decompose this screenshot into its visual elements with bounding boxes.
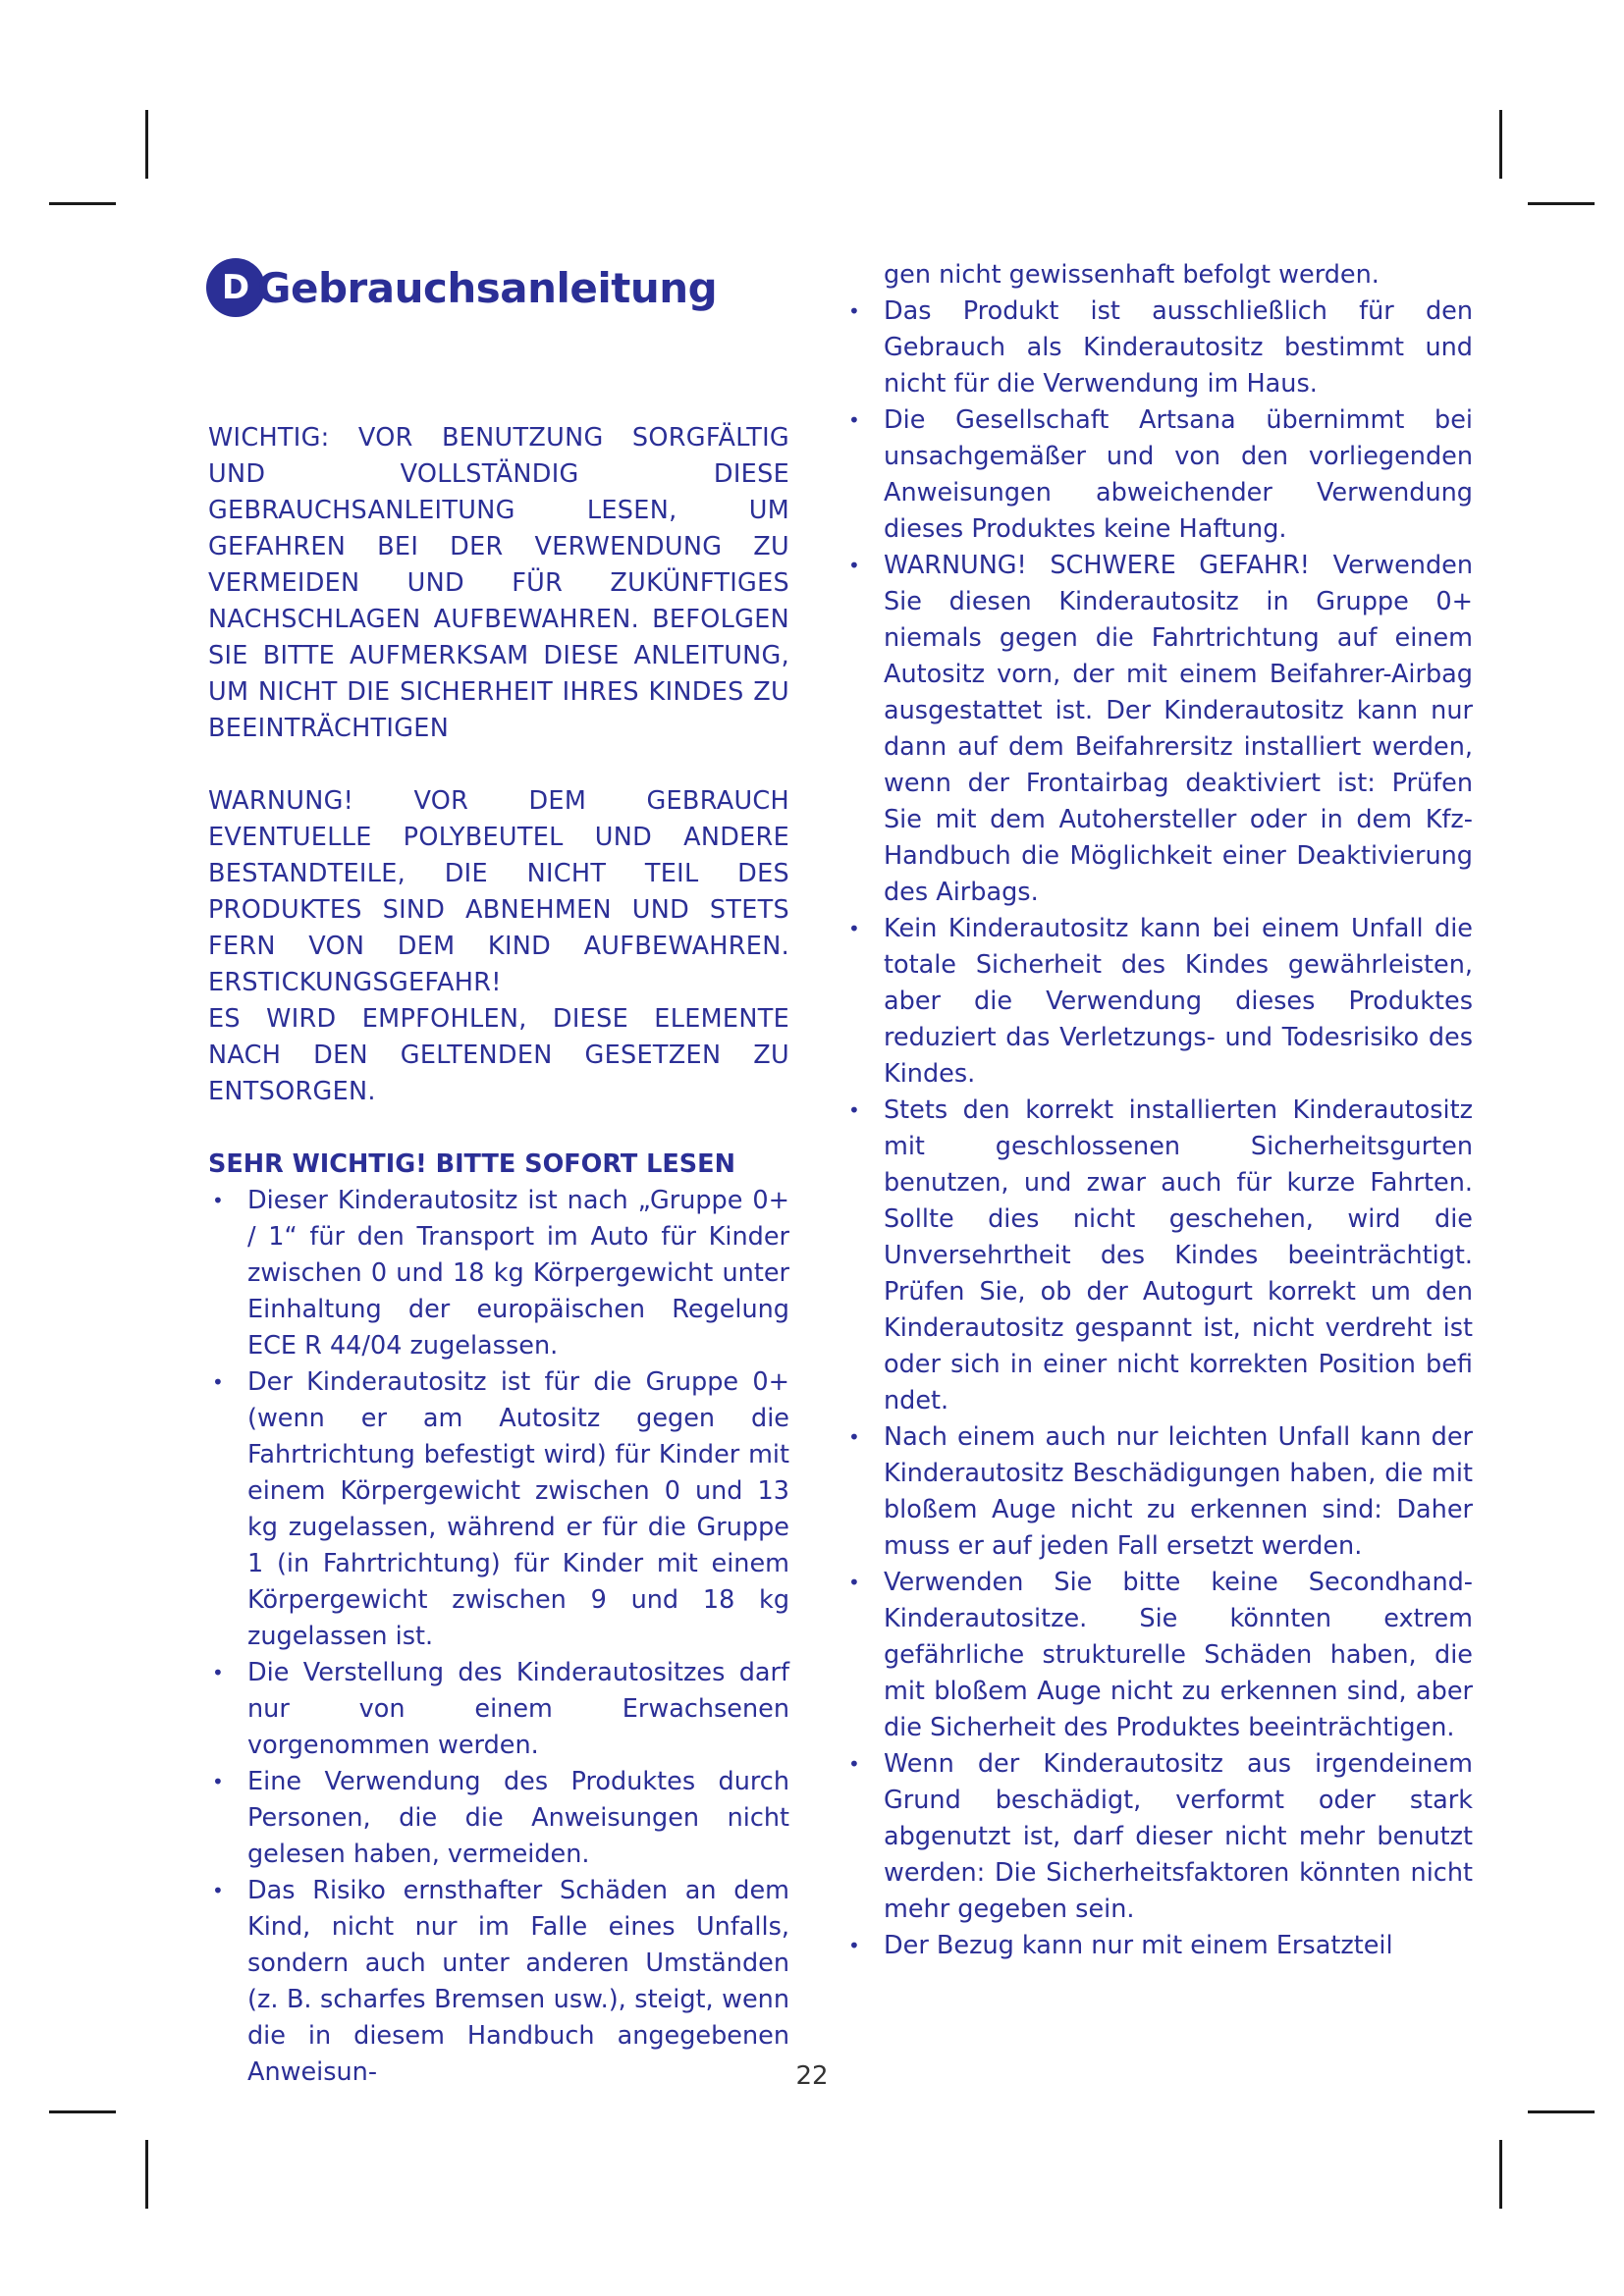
crop-mark-top-left-vertical — [145, 110, 148, 179]
crop-mark-top-right-vertical — [1499, 110, 1502, 179]
crop-mark-top-left-horizontal — [49, 202, 116, 205]
list-item: • Das Risiko ernsthafter Schäden an dem Kind, nicht nur im Falle eines Unfalls, sondern auch unter anderen Umständen (z. B. scharfes Bremsen usw.), steigt, wenn die in diesem Handbuch angegebenen Anweisun- — [208, 1873, 789, 2091]
crop-mark-bottom-right-vertical — [1499, 2140, 1502, 2209]
warning-notice: WARNUNG! VOR DEM GEBRAUCH EVENTUELLE POLYBEUTEL UND ANDERE BESTANDTEILE, DIE NICHT TEIL DES PRODUKTES SIND ABNEHMEN UND STETS FERN VON DEM KIND AUFBEWAHREN. ERSTICKUNGSGEFAHR! — [208, 786, 789, 997]
continued-text: gen nicht gewissenhaft befolgt werden. — [884, 260, 1380, 290]
page-heading — [206, 255, 717, 320]
list-item: • Der Kinderautositz ist für die Gruppe 0+ (wenn er am Autositz gegen die Fahrtrichtung befestigt wird) für Kinder mit einem Körpergewicht zwischen 0 und 13 kg zugelassen, während er für die Gruppe 1 (in Fahrtrichtung) für Kinder mit einem Körpergewicht zwischen 9 und 18 kg zugelassen ist. — [208, 1364, 789, 1655]
list-item: • Verwenden Sie bitte keine Secondhand-Kinderautositze. Sie könnten extrem gefährliche strukturelle Schäden haben, die mit bloßem Auge nicht zu erkennen sind, aber die Sicherheit des Produktes beeinträchtigen. — [844, 1565, 1473, 1746]
language-badge: D — [206, 258, 265, 317]
left-column — [208, 420, 789, 2091]
important-notice: WICHTIG: VOR BENUTZUNG SORGFÄLTIG UND VOLLSTÄNDIG DIESE GEBRAUCHSANLEITUNG LESEN, UM GEFAHREN BEI DER VERWENDUNG ZU VERMEIDEN UND FÜR ZUKÜNFTIGES NACHSCHLAGEN AUFBEWAHREN. BEFOLGEN SIE BITTE AUFMERKSAM DIESE ANLEITUNG, UM NICHT DIE SICHERHEIT IHRES KINDES ZU BEEINTRÄCHTIGEN — [208, 423, 789, 743]
section-heading: SEHR WICHTIG! BITTE SOFORT LESEN — [208, 1149, 735, 1179]
list-item: • Nach einem auch nur leichten Unfall kann der Kinderautositz Beschädigungen haben, die mit bloßem Auge nicht zu erkennen sind: Daher muss er auf jeden Fall ersetzt werden. — [844, 1419, 1473, 1565]
crop-mark-bottom-right-horizontal — [1528, 2110, 1595, 2113]
disposal-notice: ES WIRD EMPFOHLEN, DIESE ELEMENTE NACH DEN GELTENDEN GESETZEN ZU ENTSORGEN. — [208, 1004, 789, 1106]
page-title: Gebrauchsanleitung — [257, 263, 718, 312]
list-item: • Eine Verwendung des Produktes durch Personen, die die Anweisungen nicht gelesen haben, vermeiden. — [208, 1764, 789, 1873]
list-item: • Kein Kinderautositz kann bei einem Unfall die totale Sicherheit des Kindes gewährleisten, aber die Verwendung dieses Produktes reduziert das Verletzungs- und Todesrisiko des Kindes. — [844, 911, 1473, 1093]
right-bullet-list — [844, 294, 1473, 1964]
list-item: • WARNUNG! SCHWERE GEFAHR! Verwenden Sie diesen Kinderautositz in Gruppe 0+ niemals gegen die Fahrtrichtung auf einem Autositz vorn, der mit einem Beifahrer-Airbag ausgestattet ist. Der Kinderautositz kann nur dann auf dem Beifahrersitz installiert werden, wenn der Frontairbag deaktiviert ist: Prüfen Sie mit dem Autohersteller oder in dem Kfz-Handbuch die Möglichkeit einer Deaktivierung des Airbags. — [844, 548, 1473, 911]
list-item: • Die Gesellschaft Artsana übernimmt bei unsachgemäßer und von den vorliegenden Anweisungen abweichender Verwendung dieses Produktes keine Haftung. — [844, 402, 1473, 548]
list-item: • Dieser Kinderautositz ist nach „Gruppe 0+ / 1“ für den Transport im Auto für Kinder zwischen 0 und 18 kg Körpergewicht unter Einhaltung der europäischen Regelung ECE R 44/04 zugelassen. — [208, 1183, 789, 1364]
crop-mark-bottom-left-horizontal — [49, 2110, 116, 2113]
list-item: • Der Bezug kann nur mit einem Ersatzteil — [844, 1928, 1473, 1964]
left-bullet-list — [208, 1183, 789, 2091]
list-item: • Wenn der Kinderautositz aus irgendeinem Grund beschädigt, verformt oder stark abgenutzt ist, darf dieser nicht mehr benutzt werden: Die Sicherheitsfaktoren könnten nicht mehr gegeben sein. — [844, 1746, 1473, 1928]
crop-mark-top-right-horizontal — [1528, 202, 1595, 205]
list-item: • Die Verstellung des Kinderautositzes darf nur von einem Erwachsenen vorgenommen werden. — [208, 1655, 789, 1764]
right-column — [844, 257, 1473, 1964]
list-item: • Stets den korrekt installierten Kinderautositz mit geschlossenen Sicherheitsgurten benutzen, und zwar auch für kurze Fahrten. Sollte dies nicht geschehen, wird die Unversehrtheit des Kindes beeinträchtigt. Prüfen Sie, ob der Autogurt korrekt um den Kinderautositz gespannt ist, nicht verdreht ist oder sich in einer nicht korrekten Position befi ndet. — [844, 1093, 1473, 1419]
list-item: • Das Produkt ist ausschließlich für den Gebrauch als Kinderautositz bestimmt und nicht für die Verwendung im Haus. — [844, 294, 1473, 402]
page-number: 22 — [795, 2061, 829, 2091]
crop-mark-bottom-left-vertical — [145, 2140, 148, 2209]
